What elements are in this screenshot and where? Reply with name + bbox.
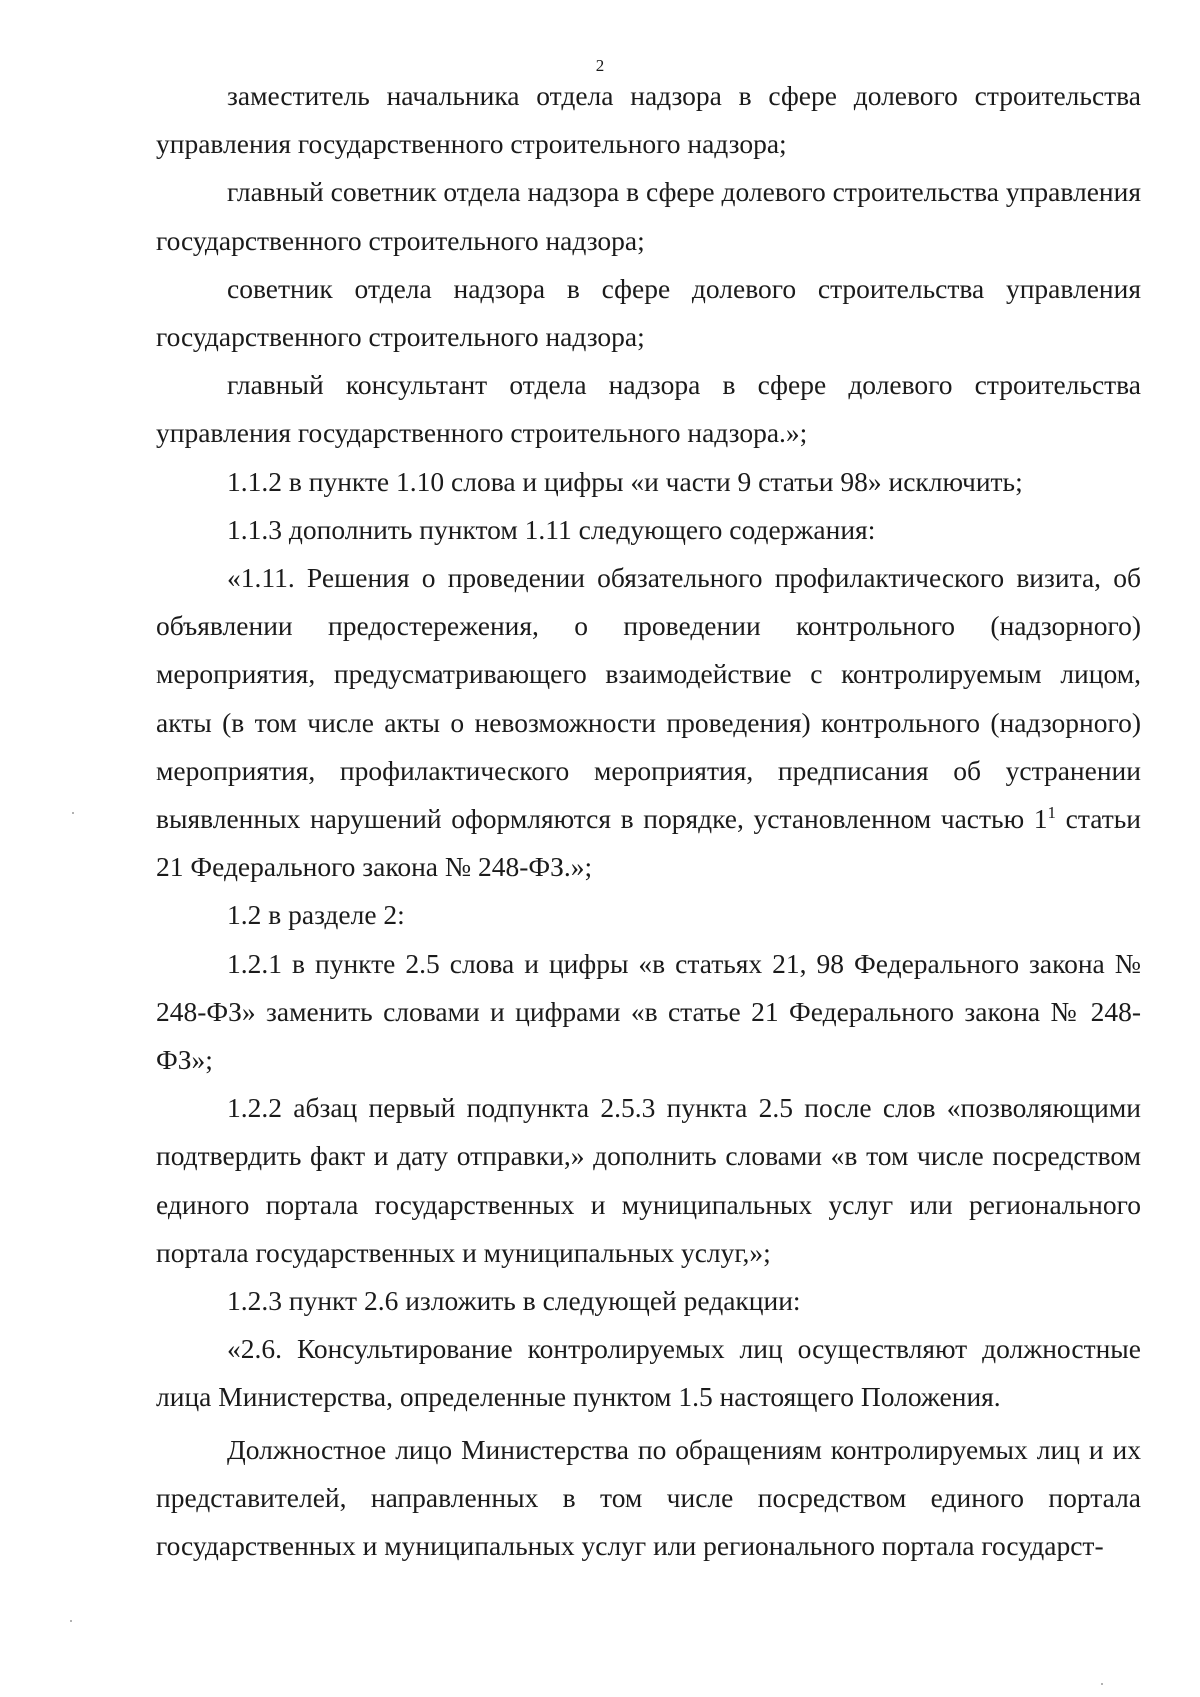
- paragraph-item-2-6: «2.6. Консультирование контролируемых лиц осуществляют должностные лица Министерства, определенные пунктом 1.5 настоящего Положения.: [156, 1333, 1141, 1413]
- paragraph-chief-consultant: главный консультант отдела надзора в сфере долевого строительства управления государственного строительного надзора.»;: [156, 369, 1141, 449]
- paragraph-chief-advisor: главный советник отдела надзора в сфере долевого строительства управления государственного строительного надзора;: [156, 176, 1141, 256]
- paragraph-official-consultation: Должностное лицо Министерства по обращениям контролируемых лиц и их представителей, направленных в том числе посредством единого портала государственных и муниципальных услуг или регионального портала государст-: [156, 1433, 1141, 1562]
- paragraph-item-1-1-3: 1.1.3 дополнить пунктом 1.11 следующего содержания:: [227, 513, 876, 545]
- paragraph-item-1-2-1: 1.2.1 в пункте 2.5 слова и цифры «в статьях 21, 98 Федерального закона № 248-ФЗ» заменить словами и цифрами «в статье 21 Федерального закона № 248-ФЗ»;: [156, 947, 1141, 1076]
- paragraph-advisor: советник отдела надзора в сфере долевого строительства управления государственного строительного надзора;: [156, 272, 1141, 353]
- scan-speck: [70, 1620, 72, 1622]
- paragraph-item-1-2-2: 1.2.2 абзац первый подпункта 2.5.3 пункта 2.5 после слов «позволяющими подтвердить факт и дату отправки,» дополнить словами «в том числе посредством единого портала государственных и муниципальных услуг или регионального портала государственных и муниципальных услуг,»;: [156, 1092, 1141, 1268]
- document-body: [156, 72, 1141, 1570]
- superscript-one: 1: [1047, 803, 1057, 823]
- page-number: 2: [595, 56, 605, 75]
- item-1-11-text-end: статьи 21 Федерального закона № 248-ФЗ.»;: [156, 803, 1141, 883]
- paragraph-item-1-11: [156, 554, 1141, 891]
- paragraph-item-1-2: 1.2 в разделе 2:: [227, 899, 405, 931]
- item-1-11-text: «1.11. Решения о проведении обязательного профилактического визита, об объявлении предостережения, о проведении контрольного (надзорного) мероприятия, предусматривающего взаимодействие с контролируемым лицом, акты (в том числе акты о невозможности проведения) контрольного (надзорного) мероприятия, профилактического мероприятия, предписания об устранении выявленных нарушений оформляются в порядке, установленном частью 1: [156, 562, 1141, 835]
- paragraph-deputy-head: заместитель начальника отдела надзора в сфере долевого строительства управления государственного строительного надзора;: [156, 80, 1141, 160]
- scan-speck: [72, 812, 74, 814]
- scan-speck: [1101, 1683, 1103, 1685]
- paragraph-item-1-2-3: 1.2.3 пункт 2.6 изложить в следующей редакции:: [227, 1285, 801, 1317]
- paragraph-item-1-1-2: 1.1.2 в пункте 1.10 слова и цифры «и части 9 статьи 98» исключить;: [227, 465, 1023, 497]
